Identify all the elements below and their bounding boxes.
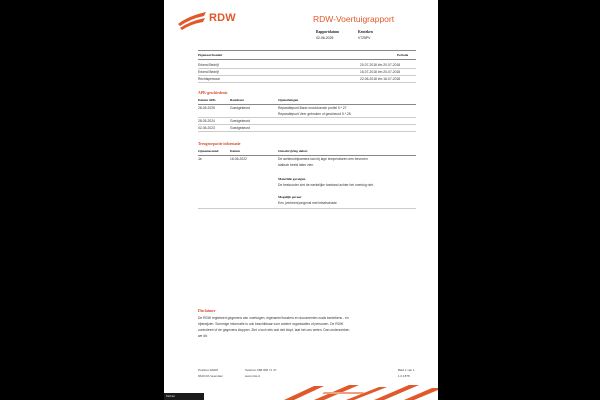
owners-top-rule bbox=[198, 50, 416, 51]
divider bbox=[198, 208, 416, 209]
apk-row-3-result: Goedgekeurd bbox=[230, 126, 250, 130]
taskbar-label: Mobiel bbox=[166, 394, 175, 398]
logo-text: RDW bbox=[209, 12, 236, 24]
footer-website: www.rdw.nl bbox=[245, 374, 261, 378]
apk-row-1-date: 28-05-2025 bbox=[198, 106, 215, 110]
divider bbox=[198, 117, 416, 118]
consequence-title: Materiële gevolgen bbox=[278, 177, 306, 181]
recall-col-desc: Omschrijving defect bbox=[278, 149, 308, 153]
owners-header-rule bbox=[198, 59, 416, 60]
footer-page-number: Blad 1 van 1 bbox=[398, 368, 415, 372]
divider bbox=[198, 131, 416, 132]
apk-row-3-date: 02-06-2023 bbox=[198, 126, 215, 130]
recall-header-rule bbox=[198, 155, 416, 156]
apk-col-date: Datum APK bbox=[198, 98, 216, 102]
footer-phone: Telefoon 088 008 71 47 bbox=[245, 368, 277, 372]
apk-row-1-remark-1: Reparatiepunt Band onvoldoende profiel 5.*.27 bbox=[278, 106, 347, 110]
owner-row-3-name: Rechtspersoon bbox=[198, 77, 221, 81]
plate-label: Kenteken bbox=[358, 30, 373, 34]
disclaimer-line-3: controleert of de gegevens kloppen. Ziet u toch iets wat niet klopt, laat het ons weten. Dan onderzoeken bbox=[198, 328, 350, 332]
plate-value: V725PV bbox=[358, 36, 371, 40]
risk-text: Een (verkeers)ongeval met letselschade bbox=[278, 201, 337, 205]
footer-address-2: 9640 RA Veendam bbox=[198, 374, 224, 378]
rdw-logo-icon bbox=[176, 10, 208, 32]
owner-row-2-name: Erkend Bedrijf bbox=[198, 70, 219, 74]
owners-col-owner: Eigenaar/houder bbox=[198, 53, 223, 57]
disclaimer-line-2: rijbewijzen. Sommige informatie is ook beschikbaar voor andere organisaties of personen. De RDW bbox=[198, 322, 344, 326]
recall-section-title: Terugroepactie informatie bbox=[198, 142, 241, 146]
apk-section-title: APK-geschiedenis bbox=[198, 91, 228, 95]
disclaimer-title: Disclaimer bbox=[198, 309, 216, 313]
owner-row-1-name: Erkend Bedrijf bbox=[198, 63, 219, 67]
owner-row-2-period: 16-07-2018 t/m 20-07-2018 bbox=[360, 70, 401, 74]
disclaimer-line-4: we dit. bbox=[198, 334, 208, 338]
apk-row-2-result: Goedgekeurd bbox=[230, 119, 250, 123]
footer-version: 1.0.1878 bbox=[398, 374, 410, 378]
consequence-text: De bestuurder ziet de werkelijke toestand achter het voertuig niet. bbox=[278, 183, 374, 187]
divider bbox=[198, 82, 416, 83]
disclaimer-line-1: De RDW registreert gegevens van voertuigen, eigenaren/houders en documenten zoals kentekens - en bbox=[198, 316, 349, 320]
recall-status: Ja bbox=[198, 157, 202, 161]
divider bbox=[198, 75, 416, 76]
footer-address-1: Postbus 30000 bbox=[198, 368, 219, 372]
report-date-value: 02-06-2025 bbox=[316, 36, 334, 40]
apk-row-1-remark-2: Reparatiepunt Veer gebroken of gescheurd 5.*.28 bbox=[278, 112, 351, 116]
recall-col-status: Opnamestand bbox=[198, 149, 219, 153]
divider bbox=[198, 124, 416, 125]
report-date-label: Rapportdatum bbox=[316, 30, 339, 34]
footer-stripes-icon bbox=[164, 384, 438, 400]
report-page bbox=[164, 0, 438, 400]
apk-col-result: Resultaat bbox=[230, 98, 244, 102]
apk-col-remarks: Opmerkingen bbox=[278, 98, 299, 102]
apk-row-2-date: 28-05-2024 bbox=[198, 119, 215, 123]
taskbar-tab[interactable] bbox=[164, 393, 204, 400]
recall-desc-1: De achteruitrijcamera kan bij lage temperaturen een bevroren bbox=[278, 157, 368, 161]
risk-title: Mogelijk gevaar bbox=[278, 195, 302, 199]
apk-header-rule bbox=[198, 104, 416, 105]
divider bbox=[198, 68, 416, 69]
recall-col-date: Datum bbox=[230, 149, 240, 153]
page-title: RDW-Voertuigrapport bbox=[313, 14, 395, 24]
recall-date: 16-06-2022 bbox=[230, 157, 247, 161]
apk-row-1-result: Goedgekeurd bbox=[230, 106, 250, 110]
owners-col-period: Periode bbox=[397, 53, 409, 57]
owner-row-1-period: 20-07-2018 t/m 20-07-2018 bbox=[360, 63, 401, 67]
recall-desc-2: statisch beeld laten zien. bbox=[278, 163, 315, 167]
owner-row-3-period: 22-06-2018 t/m 16-07-2018 bbox=[360, 77, 401, 81]
